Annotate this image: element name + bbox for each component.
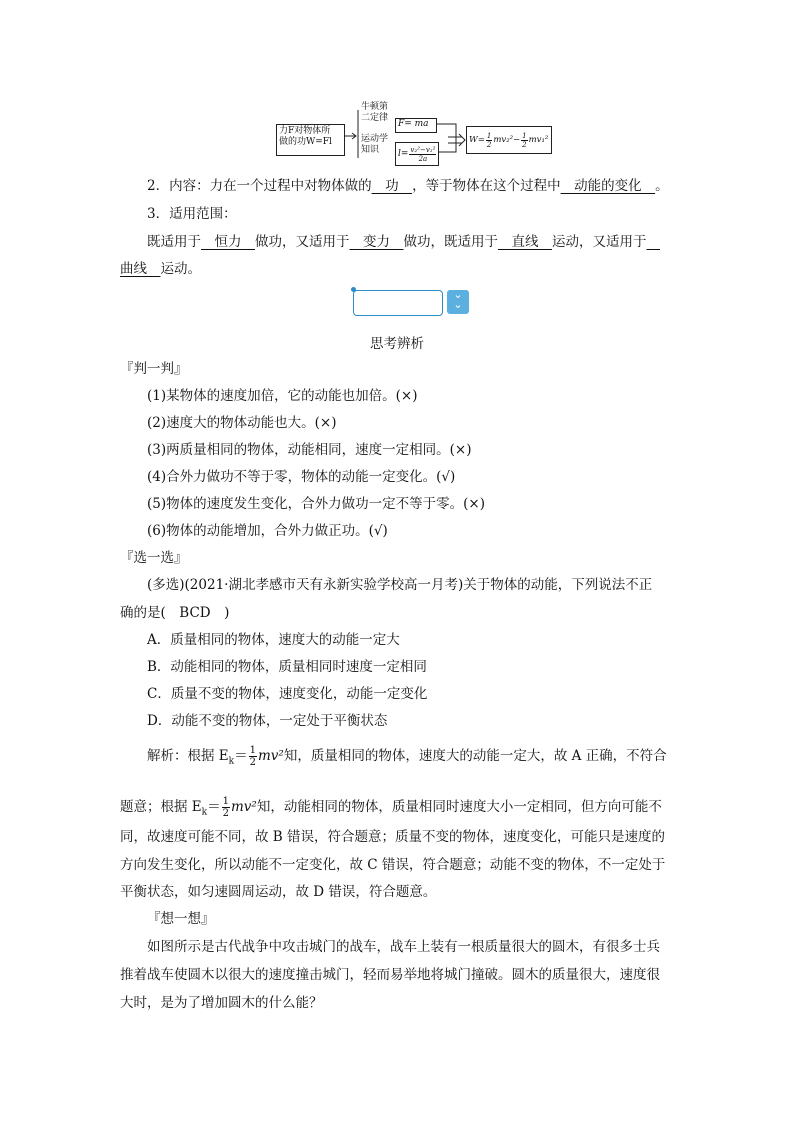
judge-item: (4)合外力做功不等于零，物体的动能一定变化。(√)	[147, 469, 456, 485]
judge-item: (2)速度大的物体动能也大。(×)	[147, 415, 337, 431]
option-b: B．动能相同的物体，质量相同时速度一定相同	[147, 659, 427, 675]
scope-paragraph: 既适用于 恒力 做功，又适用于 变力 做功，既适用于 直线 运动，又适用于	[147, 234, 647, 250]
diagram-connectors	[0, 0, 794, 200]
judge-item: (1)某物体的速度加倍，它的动能也加倍。(×)	[147, 388, 418, 404]
option-c: C．质量不变的物体，速度变化，动能一定变化	[147, 686, 428, 702]
blank-straight-line: 直线	[498, 234, 552, 250]
judge-item: (5)物体的速度发生变化，合外力做功一定不等于零。(×)	[147, 496, 485, 512]
analysis-line-5: 平衡状态，如匀速圆周运动，故 D 错误，符合题意。	[120, 884, 437, 900]
content-paragraph: 2．内容：力在一个过程中对物体做的 功 ，等于物体在这个过程中 动能的变化 。	[147, 178, 669, 194]
question-line-2: 确的是( BCD )	[120, 605, 230, 621]
blank-work: 功	[371, 178, 413, 194]
blank-constant-force: 恒力	[201, 234, 255, 250]
diagram-work-line2: 做的功W=Fl	[279, 137, 332, 147]
section-header-frame	[353, 290, 443, 316]
analysis-line-2: 题意；根据 $E_k=$ $\frac{1}{2}$ mv²知，动能相同的物体，质量相同时速度大小一定相同，但方向可能不	[120, 796, 662, 819]
judge-title: 『判一判』	[120, 361, 188, 377]
think-line-2: 推着战车使圆木以很大的速度撞击城门，轻而易举地将城门撞破。圆木的质量很大，速度很	[120, 967, 660, 983]
option-a: A．质量相同的物体，速度大的动能一定大	[147, 632, 400, 648]
diagram-work-line1: 力F对物体所	[279, 126, 331, 136]
think-line-1: 如图所示是古代战争中攻击城门的战车，战车上装有一根质量很大的圆木，有很多士兵	[147, 939, 660, 955]
blank-variable-force: 变力	[349, 234, 404, 250]
chevron-down-icon: ⌄ ⌄ ⌄	[447, 290, 469, 314]
diagram-result-box: W= $\frac{1}{2}$ mv₂²− $\frac{1}{2}$ mv₁²	[466, 126, 552, 154]
think-line-3: 大时，是为了增加圆木的什么能？	[120, 995, 323, 1011]
diagram-newton-label: 牛顿第 二定律	[361, 102, 389, 123]
diagram-kinematics-formula: l= $\frac{\text{v₂²−v₁²}}{2a}$	[395, 142, 439, 166]
question-line-1: (多选)(2021·湖北孝感市天有永新实验学校高一月考)关于物体的动能，下列说法不正	[147, 577, 653, 593]
analysis-line-4: 方向发生变化，所以动能不一定变化，故 C 错误，符合题意；动能不变的物体，不一定处于	[120, 857, 666, 873]
choose-title: 『选一选』	[120, 550, 188, 566]
analysis-line-1: 解析：根据 $E_k=$ $\frac{1}{2}$ mv²知，质量相同的物体，速度大的动能一定大，故 A 正确，不符合	[147, 745, 667, 768]
analysis-line-3: 同，故速度可能不同，故 B 错误，符合题意；质量不变的物体，速度变化，可能只是速度的	[120, 829, 666, 845]
diagram-newton-formula: F= ma	[395, 118, 437, 133]
scope-paragraph-cont: 曲线 运动。	[120, 261, 201, 277]
judge-item: (3)两质量相同的物体，动能相同，速度一定相同。(×)	[147, 442, 472, 458]
diagram-kinematics-label: 运动学 知识	[361, 134, 389, 155]
judge-item: (6)物体的动能增加，合外力做正功。(√)	[147, 523, 388, 539]
blank-curve: 曲线	[120, 261, 161, 277]
blank-kinetic-change: 动能的变化	[560, 178, 656, 194]
option-d: D．动能不变的物体，一定处于平衡状态	[147, 713, 388, 729]
think-title: 『想一想』	[147, 911, 215, 927]
scope-heading: 3．适用范围：	[147, 206, 237, 222]
section-title: 思考辨析	[370, 336, 424, 352]
